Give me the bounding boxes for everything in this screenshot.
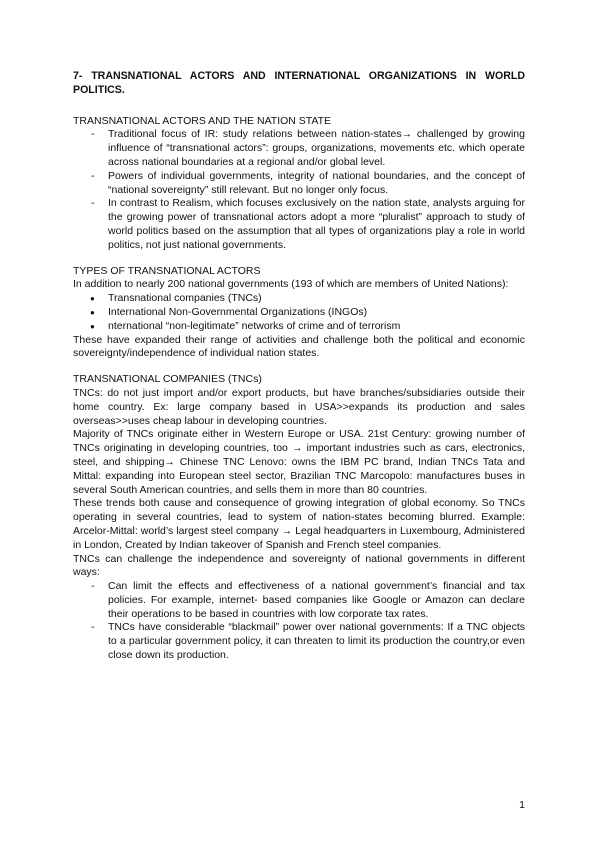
list-item: - TNCs have considerable “blackmail” power over national governments: If a TNC objects to a particular government policy, it can threaten to limit its production the country,or even close down its production. [73,621,525,662]
list-item: - Can limit the effects and effectiveness of a national government’s financial and tax policies. For example, internet- based companies like Google or Amazon can declare their operations to be based in countries with low corporate tax rates. [73,580,525,621]
list-item: - Traditional focus of IR: study relations between nation-states→ challenged by growing influence of “transnational actors”: groups, organizations, movements etc. which operate across national boundaries at a regional and/or global level. [73,128,525,169]
paragraph: Majority of TNCs originate either in Western Europe or USA. 21st Century: growing number of TNCs originating in developing countries, too → important industries such as cars, electronics, steel, and shipping→ Chinese TNC Lenovo: owns the IBM PC brand, Indian TNCs Tata and Mittal: expanding into European steel sector, Brazilian TNC Marcopolo: manufactures buses in several South American countries, and sells them in more than 80 countries. [73,428,525,496]
page-number: 1 [519,799,525,811]
section-heading: TRANSNATIONAL COMPANIES (TNCs) [73,373,262,386]
section-types [73,265,525,362]
section-heading: TRANSNATIONAL ACTORS AND THE NATION STATE [73,114,332,127]
document-page [73,70,525,675]
paragraph: In addition to nearly 200 national governments (193 of which are members of United Nations): [73,278,509,291]
paragraph: These trends both cause and consequence of growing integration of global economy. So TNCs operating in several countries, lead to system of nation-states becoming blurred. Example: Arcelor-Mittal: world’s largest steel company → Legal headquarters in Luxembourg, Administered in London, Created by Indian takeover of Spanish and French steel companies. [73,497,525,551]
list-item: - In contrast to Realism, which focuses exclusively on the nation state, analysts arguing for the growing power of transnational actors adopt a more “pluralist” approach to study of world politics based on the assumption that all types of organizations play a role in world politics, not just national governments. [73,197,525,252]
list-item: ● nternational “non-legitimate” networks of crime and of terrorism [73,320,525,334]
section-nation-state [73,115,525,253]
list-item: ● Transnational companies (TNCs) [73,292,525,306]
paragraph: TNCs can challenge the independence and sovereignty of national governments in different ways: [73,552,525,579]
paragraph: TNCs: do not just import and/or export products, but have branches/subsidiaries outside their home country. Ex: large company based in USA>>expands its production and sales overseas>>uses cheap labour in developing countries. [73,386,525,427]
section-heading: TYPES OF TRANSNATIONAL ACTORS [73,264,261,277]
section-tncs [73,373,525,663]
paragraph: These have expanded their range of activities and challenge both the political and economic sovereignty/independence of individual nation states. [73,333,525,360]
list-item: ● International Non-Governmental Organizations (INGOs) [73,306,525,320]
bullet-list [73,292,525,333]
document-title: 7- TRANSNATIONAL ACTORS AND INTERNATIONAL ORGANIZATIONS IN WORLD POLITICS. [73,70,525,96]
dash-list [73,128,525,252]
list-item: - Powers of individual governments, integrity of national boundaries, and the concept of “national sovereignty” still relevant. But no longer only focus. [73,170,525,198]
dash-list [73,580,525,663]
